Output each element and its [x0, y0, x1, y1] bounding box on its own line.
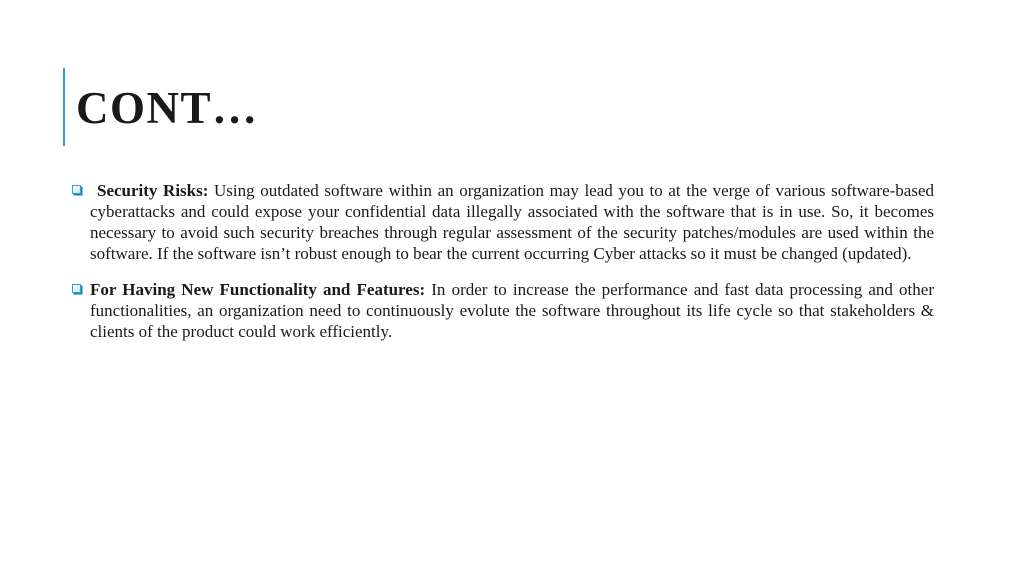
- bullet-lead: Security Risks:: [97, 181, 209, 200]
- bullet-body: Using outdated software within an organization may lead you to at the verge of various software-based cyberattacks and could expose your confidential data illegally associated with the software that is in use. So, it becomes necessary to avoid such security breaches through regular assessment of the security patches/modules are used within the software. If the software isn’t robust enough to bear the current occurring Cyber attacks so it must be changed (updated).: [90, 181, 935, 263]
- bullet-text: [90, 180, 934, 264]
- bullet-list: [70, 180, 934, 342]
- hollow-square-bullet-icon: [72, 284, 81, 293]
- title-accent-bar: [63, 68, 65, 146]
- bullet-body: In order to increase the performance and fast data processing and other functionalities, an organization need to continuously evolute the software throughout its life cycle so that stakeholders & clients of the product could work efficiently.: [90, 280, 934, 341]
- hollow-square-bullet-icon: [72, 185, 81, 194]
- slide-title: CONT…: [76, 83, 259, 133]
- bullet-text: [90, 280, 934, 341]
- bullet-new-functionality: [70, 279, 934, 342]
- bullet-security-risks: [70, 180, 934, 264]
- bullet-lead: For Having New Functionality and Features:: [90, 280, 426, 299]
